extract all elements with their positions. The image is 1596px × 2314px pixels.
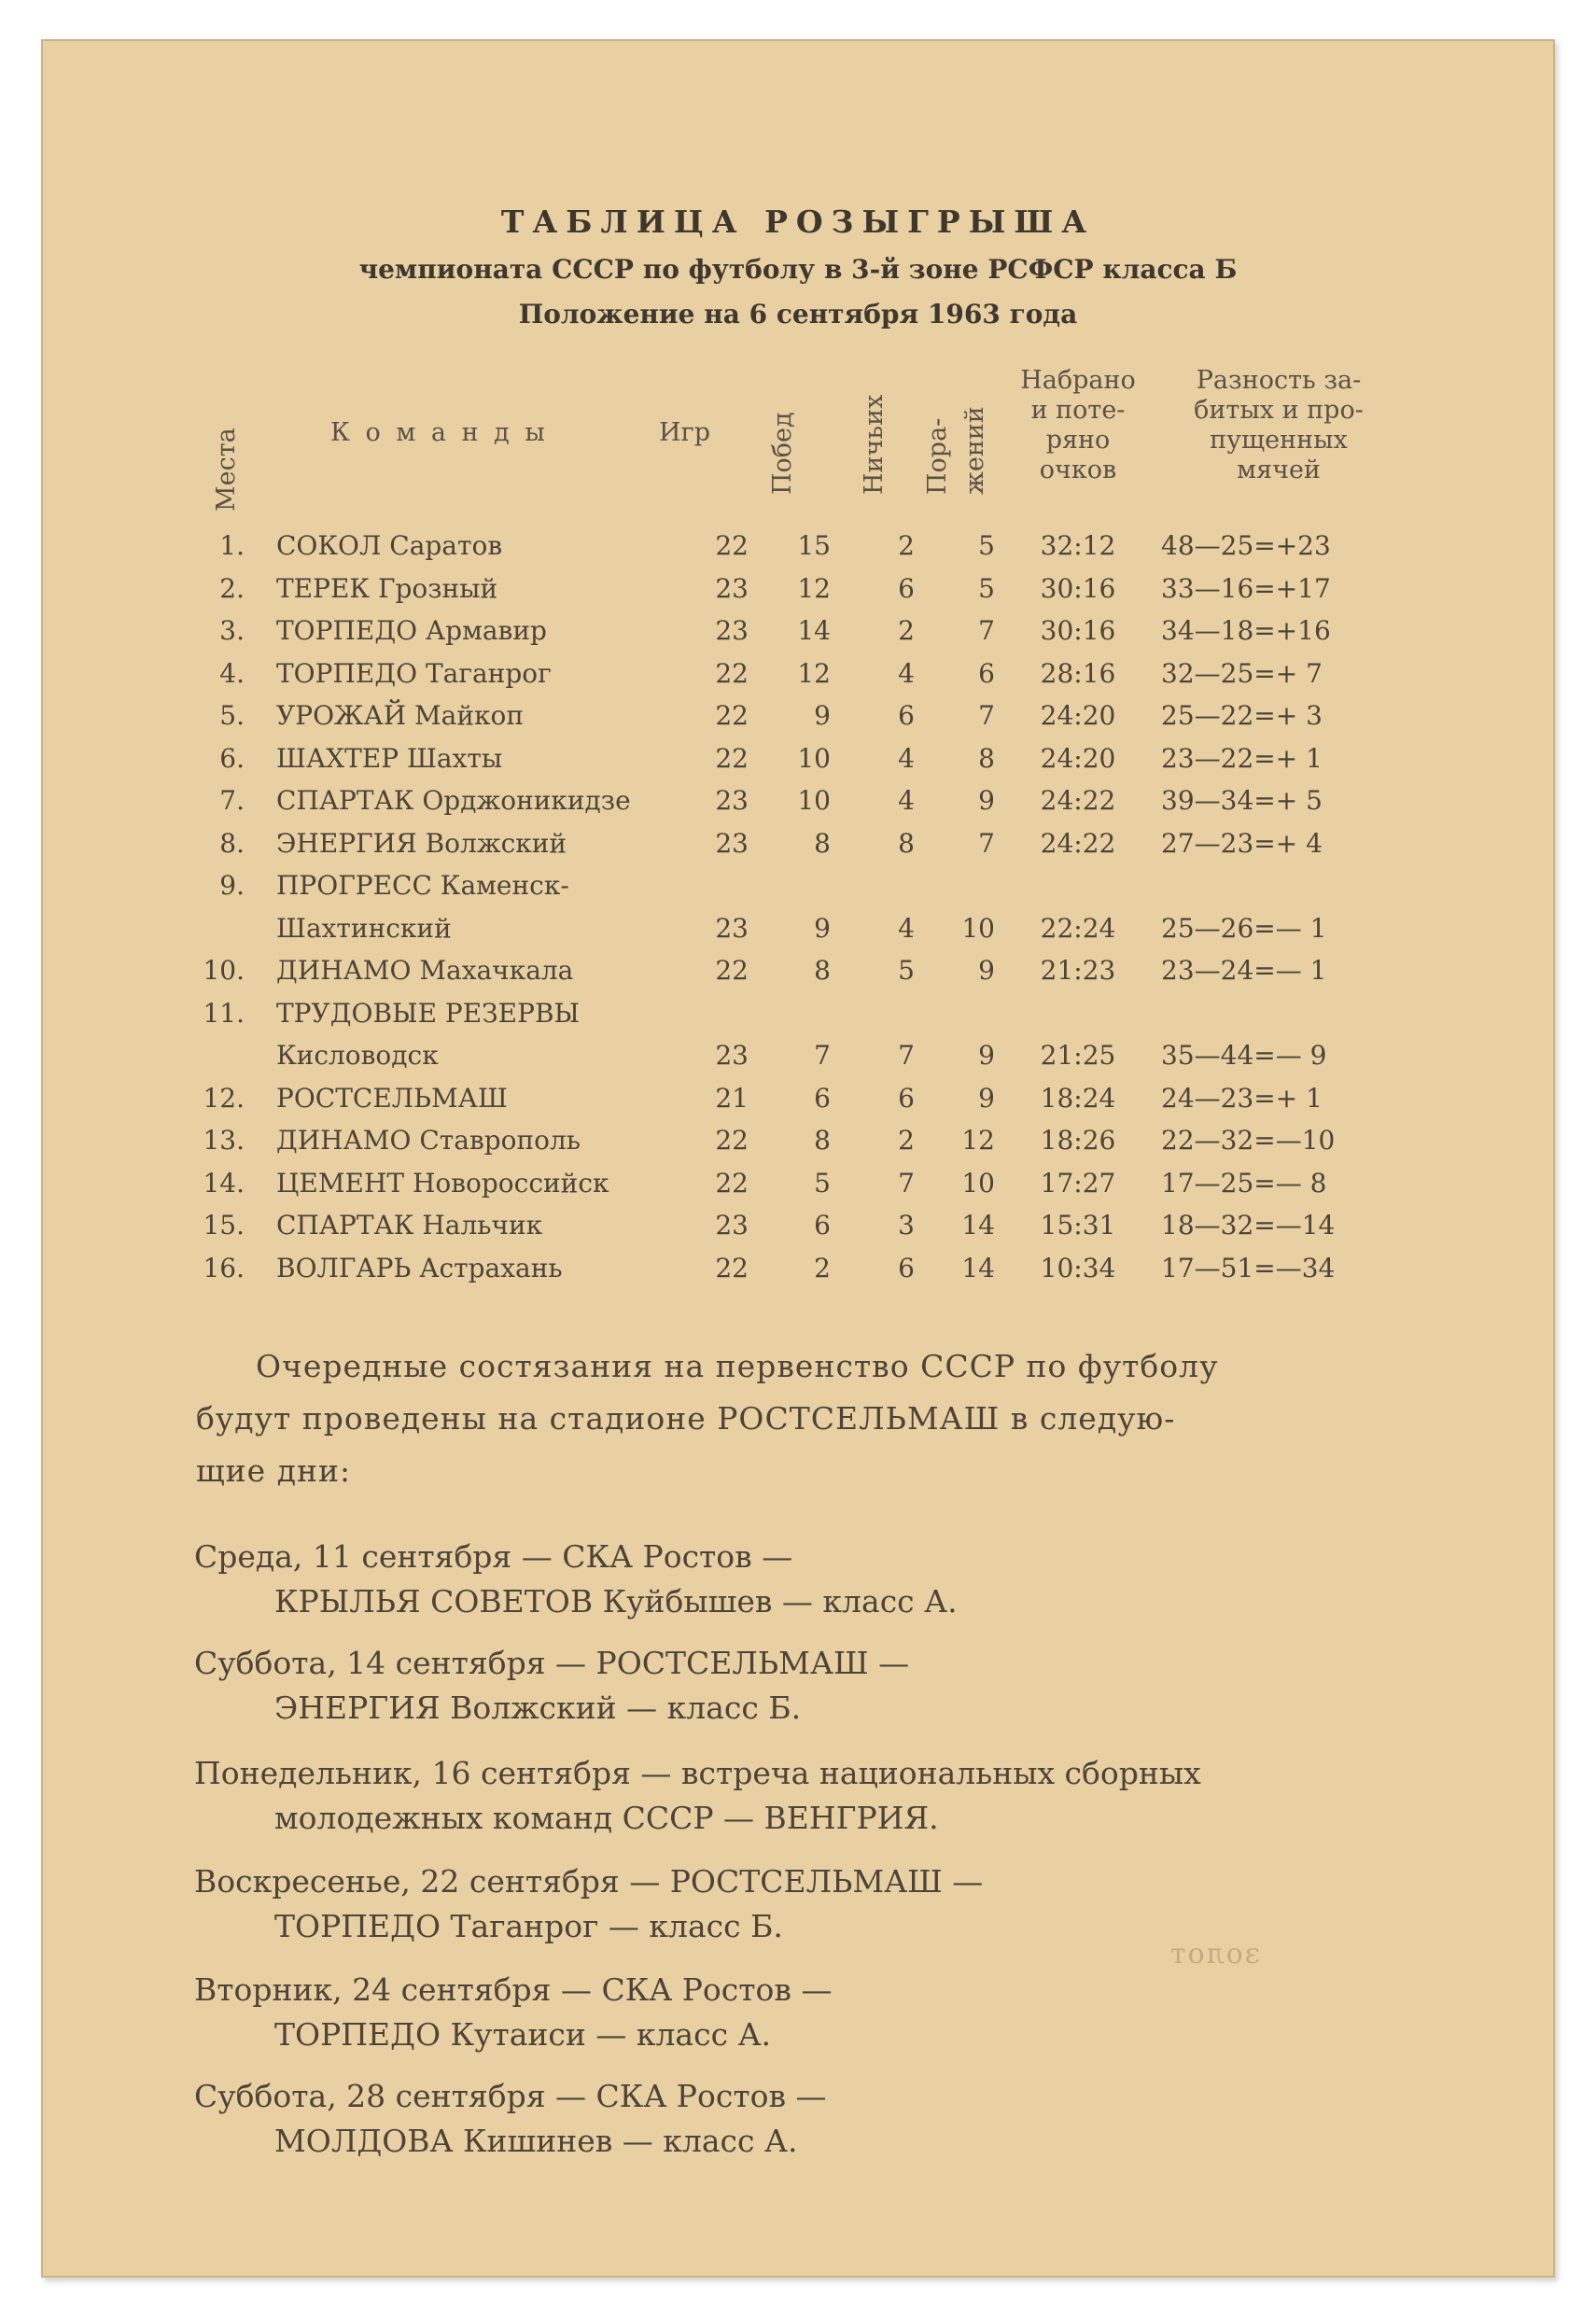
schedule-date-line: Понедельник, 16 сентября — встреча национальных сборных bbox=[194, 1755, 1201, 1791]
row-losses: 9 bbox=[978, 1040, 995, 1071]
row-place: 2. bbox=[219, 572, 245, 604]
header-points-3: ряно bbox=[1045, 426, 1111, 455]
header-place: Места bbox=[212, 428, 241, 512]
row-losses: 9 bbox=[978, 955, 995, 986]
row-draws: 2 bbox=[898, 530, 915, 561]
row-draws: 4 bbox=[898, 912, 915, 944]
row-wins: 10 bbox=[797, 742, 831, 774]
row-place: 9. bbox=[219, 870, 245, 901]
row-wins: 12 bbox=[797, 572, 831, 604]
table-row bbox=[0, 615, 1596, 658]
schedule-date-line: Среда, 11 сентября — СКА Ростов — bbox=[194, 1538, 793, 1575]
row-losses: 5 bbox=[978, 572, 995, 604]
row-losses: 6 bbox=[978, 657, 995, 689]
header-points-1: Набрано bbox=[1020, 366, 1136, 395]
row-wins: 8 bbox=[814, 1125, 831, 1156]
row-team: РОСТСЕЛЬМАШ bbox=[276, 1082, 508, 1114]
row-place: 12. bbox=[203, 1082, 245, 1114]
row-draws: 6 bbox=[898, 1082, 915, 1114]
row-team: ТОРПЕДО Таганрог bbox=[276, 657, 552, 689]
table-row bbox=[0, 998, 1596, 1041]
row-wins: 10 bbox=[797, 785, 831, 816]
schedule-item bbox=[194, 1968, 832, 2057]
row-team: УРОЖАЙ Майкоп bbox=[276, 700, 525, 731]
row-goal-diff: 34—18=+16 bbox=[1161, 615, 1331, 646]
header-losses-1: Пора- bbox=[923, 417, 952, 495]
row-wins: 8 bbox=[814, 955, 831, 986]
table-row bbox=[0, 1210, 1596, 1253]
row-wins: 9 bbox=[814, 912, 831, 944]
row-games: 23 bbox=[715, 615, 749, 646]
table-row bbox=[0, 870, 1596, 913]
row-goal-diff: 17—25=— 8 bbox=[1161, 1167, 1327, 1199]
row-points: 30:16 bbox=[1040, 615, 1116, 646]
row-team: Шахтинский bbox=[276, 912, 452, 944]
row-games: 22 bbox=[715, 657, 749, 689]
schedule-item bbox=[194, 1641, 909, 1731]
header-games: Игр bbox=[659, 418, 710, 447]
schedule-item bbox=[194, 2074, 827, 2164]
row-points: 17:27 bbox=[1040, 1167, 1116, 1199]
row-losses: 9 bbox=[978, 1082, 995, 1114]
row-losses: 10 bbox=[961, 1167, 995, 1199]
row-games: 22 bbox=[715, 742, 749, 774]
row-losses: 14 bbox=[961, 1252, 995, 1283]
row-draws: 3 bbox=[898, 1210, 915, 1241]
intro-line-1: Очередные состязания на первенство СССР по футболу bbox=[256, 1348, 1219, 1384]
row-games: 23 bbox=[715, 1210, 749, 1241]
show-through-text: золот bbox=[1169, 1938, 1261, 1970]
schedule-date-line: Воскресенье, 22 сентября — РОСТСЕЛЬМАШ — bbox=[194, 1863, 984, 1900]
row-goal-diff: 25—26=— 1 bbox=[1161, 912, 1327, 944]
row-games: 22 bbox=[715, 700, 749, 731]
table-row bbox=[0, 828, 1596, 871]
schedule-match-line: ТОРПЕДО Таганрог — класс Б. bbox=[274, 1908, 783, 1944]
row-losses: 7 bbox=[978, 615, 995, 646]
table-row bbox=[0, 1083, 1596, 1126]
row-draws: 6 bbox=[898, 1252, 915, 1283]
schedule-date-line: Суббота, 28 сентября — СКА Ростов — bbox=[194, 2078, 827, 2114]
table-row bbox=[0, 530, 1596, 573]
row-draws: 7 bbox=[898, 1040, 915, 1071]
row-goal-diff: 24—23=+ 1 bbox=[1161, 1082, 1323, 1114]
row-wins: 7 bbox=[814, 1040, 831, 1071]
row-draws: 6 bbox=[898, 700, 915, 731]
row-wins: 2 bbox=[814, 1252, 831, 1283]
row-goal-diff: 27—23=+ 4 bbox=[1161, 827, 1323, 859]
row-points: 21:23 bbox=[1040, 955, 1116, 986]
row-games: 22 bbox=[715, 530, 749, 561]
row-goal-diff: 35—44=— 9 bbox=[1161, 1040, 1327, 1071]
row-team: ПРОГРЕСС Каменск- bbox=[276, 870, 569, 901]
header-diff-2: битых и про- bbox=[1194, 396, 1364, 425]
table-row bbox=[0, 1253, 1596, 1296]
row-team: ДИНАМО Махачкала bbox=[276, 955, 574, 986]
row-place: 7. bbox=[219, 785, 245, 816]
row-points: 32:12 bbox=[1040, 530, 1116, 561]
row-wins: 6 bbox=[814, 1082, 831, 1114]
row-losses: 7 bbox=[978, 700, 995, 731]
row-draws: 4 bbox=[898, 785, 915, 816]
row-team: СПАРТАК Нальчик bbox=[276, 1210, 543, 1241]
schedule-item bbox=[194, 1859, 983, 1949]
document-title: ТАБЛИЦА РОЗЫГРЫША bbox=[500, 203, 1096, 240]
row-draws: 2 bbox=[898, 615, 915, 646]
schedule-item bbox=[194, 1751, 1201, 1841]
row-points: 18:24 bbox=[1040, 1082, 1116, 1114]
row-points: 30:16 bbox=[1040, 572, 1116, 604]
row-team: СОКОЛ Саратов bbox=[276, 530, 503, 561]
row-losses: 5 bbox=[978, 530, 995, 561]
subtitle-date: Положение на 6 сентября 1963 года bbox=[518, 299, 1078, 330]
schedule-match-line: МОЛДОВА Кишинев — класс А. bbox=[274, 2123, 798, 2159]
row-goal-diff: 23—24=— 1 bbox=[1161, 955, 1327, 986]
header-team: К о м а н д ы bbox=[330, 418, 549, 447]
table-row bbox=[0, 1168, 1596, 1211]
row-wins: 12 bbox=[797, 657, 831, 689]
row-wins: 14 bbox=[797, 615, 831, 646]
row-team: ВОЛГАРЬ Астрахань bbox=[276, 1252, 563, 1283]
row-place: 15. bbox=[203, 1210, 245, 1241]
table-row bbox=[0, 743, 1596, 786]
row-points: 28:16 bbox=[1040, 657, 1116, 689]
row-games: 23 bbox=[715, 572, 749, 604]
row-goal-diff: 33—16=+17 bbox=[1161, 572, 1331, 604]
row-points: 24:20 bbox=[1040, 742, 1116, 774]
table-row bbox=[0, 658, 1596, 701]
row-points: 18:26 bbox=[1040, 1125, 1116, 1156]
row-draws: 6 bbox=[898, 572, 915, 604]
row-points: 24:22 bbox=[1040, 785, 1116, 816]
row-team: ТОРПЕДО Армавир bbox=[276, 615, 547, 646]
row-losses: 12 bbox=[961, 1125, 995, 1156]
row-place: 1. bbox=[219, 530, 245, 561]
row-games: 22 bbox=[715, 1125, 749, 1156]
row-losses: 9 bbox=[978, 785, 995, 816]
schedule-date-line: Суббота, 14 сентября — РОСТСЕЛЬМАШ — bbox=[194, 1645, 910, 1681]
table-row bbox=[0, 785, 1596, 828]
row-goal-diff: 23—22=+ 1 bbox=[1161, 742, 1323, 774]
table-row bbox=[0, 1125, 1596, 1168]
row-wins: 8 bbox=[814, 827, 831, 859]
table-row bbox=[0, 913, 1596, 956]
row-goal-diff: 39—34=+ 5 bbox=[1161, 785, 1323, 816]
schedule-match-line: молодежных команд СССР — ВЕНГРИЯ. bbox=[274, 1800, 939, 1836]
row-points: 21:25 bbox=[1040, 1040, 1116, 1071]
schedule-item bbox=[194, 1535, 958, 1624]
row-wins: 15 bbox=[797, 530, 831, 561]
table-row bbox=[0, 955, 1596, 998]
row-points: 22:24 bbox=[1040, 912, 1116, 944]
schedule-match-line: КРЫЛЬЯ СОВЕТОВ Куйбышев — класс А. bbox=[274, 1583, 958, 1620]
row-team: Кисловодск bbox=[276, 1040, 439, 1071]
row-games: 22 bbox=[715, 1252, 749, 1283]
intro-line-2: будут проведены на стадионе РОСТСЕЛЬМАШ в следую- bbox=[196, 1400, 1176, 1437]
row-points: 10:34 bbox=[1040, 1252, 1116, 1283]
row-place: 16. bbox=[203, 1252, 245, 1283]
row-goal-diff: 32—25=+ 7 bbox=[1161, 657, 1323, 689]
row-goal-diff: 22—32=—10 bbox=[1161, 1125, 1336, 1156]
row-place: 6. bbox=[219, 742, 245, 774]
row-draws: 4 bbox=[898, 657, 915, 689]
table-row bbox=[0, 1040, 1596, 1083]
table-row bbox=[0, 700, 1596, 743]
row-place: 4. bbox=[219, 657, 245, 689]
header-losses-2: жений bbox=[960, 406, 989, 495]
header-points bbox=[1008, 366, 1148, 485]
table-row bbox=[0, 573, 1596, 616]
header-points-2: и поте- bbox=[1030, 396, 1126, 425]
header-diff-1: Разность за- bbox=[1196, 366, 1362, 395]
row-draws: 4 bbox=[898, 742, 915, 774]
schedule-date-line: Вторник, 24 сентября — СКА Ростов — bbox=[194, 1971, 833, 2008]
row-goal-diff: 18—32=—14 bbox=[1161, 1210, 1336, 1241]
row-place: 14. bbox=[203, 1167, 245, 1199]
header-points-4: очков bbox=[1039, 456, 1117, 484]
subtitle-championship: чемпионата СССР по футболу в 3-й зоне РСФСР класса Б bbox=[358, 254, 1238, 285]
row-points: 15:31 bbox=[1040, 1210, 1116, 1241]
row-losses: 14 bbox=[961, 1210, 995, 1241]
row-place: 13. bbox=[203, 1125, 245, 1156]
row-draws: 7 bbox=[898, 1167, 915, 1199]
header-goal-diff bbox=[1157, 366, 1400, 485]
row-team: СПАРТАК Орджоникидзе bbox=[276, 785, 631, 816]
row-wins: 5 bbox=[814, 1167, 831, 1199]
row-goal-diff: 48—25=+23 bbox=[1161, 530, 1331, 561]
row-goal-diff: 25—22=+ 3 bbox=[1161, 700, 1323, 731]
row-place: 8. bbox=[219, 827, 245, 859]
row-wins: 9 bbox=[814, 700, 831, 731]
row-games: 23 bbox=[715, 912, 749, 944]
row-games: 21 bbox=[715, 1082, 749, 1114]
header-diff-4: мячей bbox=[1237, 456, 1321, 484]
row-games: 22 bbox=[715, 955, 749, 986]
row-place: 11. bbox=[203, 997, 245, 1029]
schedule-match-line: ЭНЕРГИЯ Волжский — класс Б. bbox=[274, 1690, 802, 1726]
header-draws: Ничьих bbox=[860, 394, 889, 495]
row-team: ДИНАМО Ставрополь bbox=[276, 1125, 581, 1156]
schedule-match-line: ТОРПЕДО Кутаиси — класс А. bbox=[274, 2016, 772, 2053]
row-place: 5. bbox=[219, 700, 245, 731]
row-team: ЦЕМЕНТ Новороссийск bbox=[276, 1167, 609, 1199]
row-team: ТРУДОВЫЕ РЕЗЕРВЫ bbox=[276, 997, 581, 1029]
row-place: 10. bbox=[203, 955, 245, 986]
row-games: 23 bbox=[715, 827, 749, 859]
row-team: ЭНЕРГИЯ Волжский bbox=[276, 827, 567, 859]
row-losses: 7 bbox=[978, 827, 995, 859]
row-draws: 2 bbox=[898, 1125, 915, 1156]
row-wins: 6 bbox=[814, 1210, 831, 1241]
row-points: 24:20 bbox=[1040, 700, 1116, 731]
row-place: 3. bbox=[219, 615, 245, 646]
intro-line-3: щие дни: bbox=[196, 1452, 352, 1489]
row-games: 23 bbox=[715, 1040, 749, 1071]
row-team: ШАХТЕР Шахты bbox=[276, 742, 503, 774]
row-games: 23 bbox=[715, 785, 749, 816]
row-losses: 8 bbox=[978, 742, 995, 774]
row-draws: 5 bbox=[898, 955, 915, 986]
row-losses: 10 bbox=[961, 912, 995, 944]
header-diff-3: пущенных bbox=[1210, 426, 1348, 455]
row-draws: 8 bbox=[898, 827, 915, 859]
row-team: ТЕРЕК Грозный bbox=[276, 572, 498, 604]
row-games: 22 bbox=[715, 1167, 749, 1199]
row-goal-diff: 17—51=—34 bbox=[1161, 1252, 1336, 1283]
header-wins: Побед bbox=[768, 412, 797, 495]
row-points: 24:22 bbox=[1040, 827, 1116, 859]
